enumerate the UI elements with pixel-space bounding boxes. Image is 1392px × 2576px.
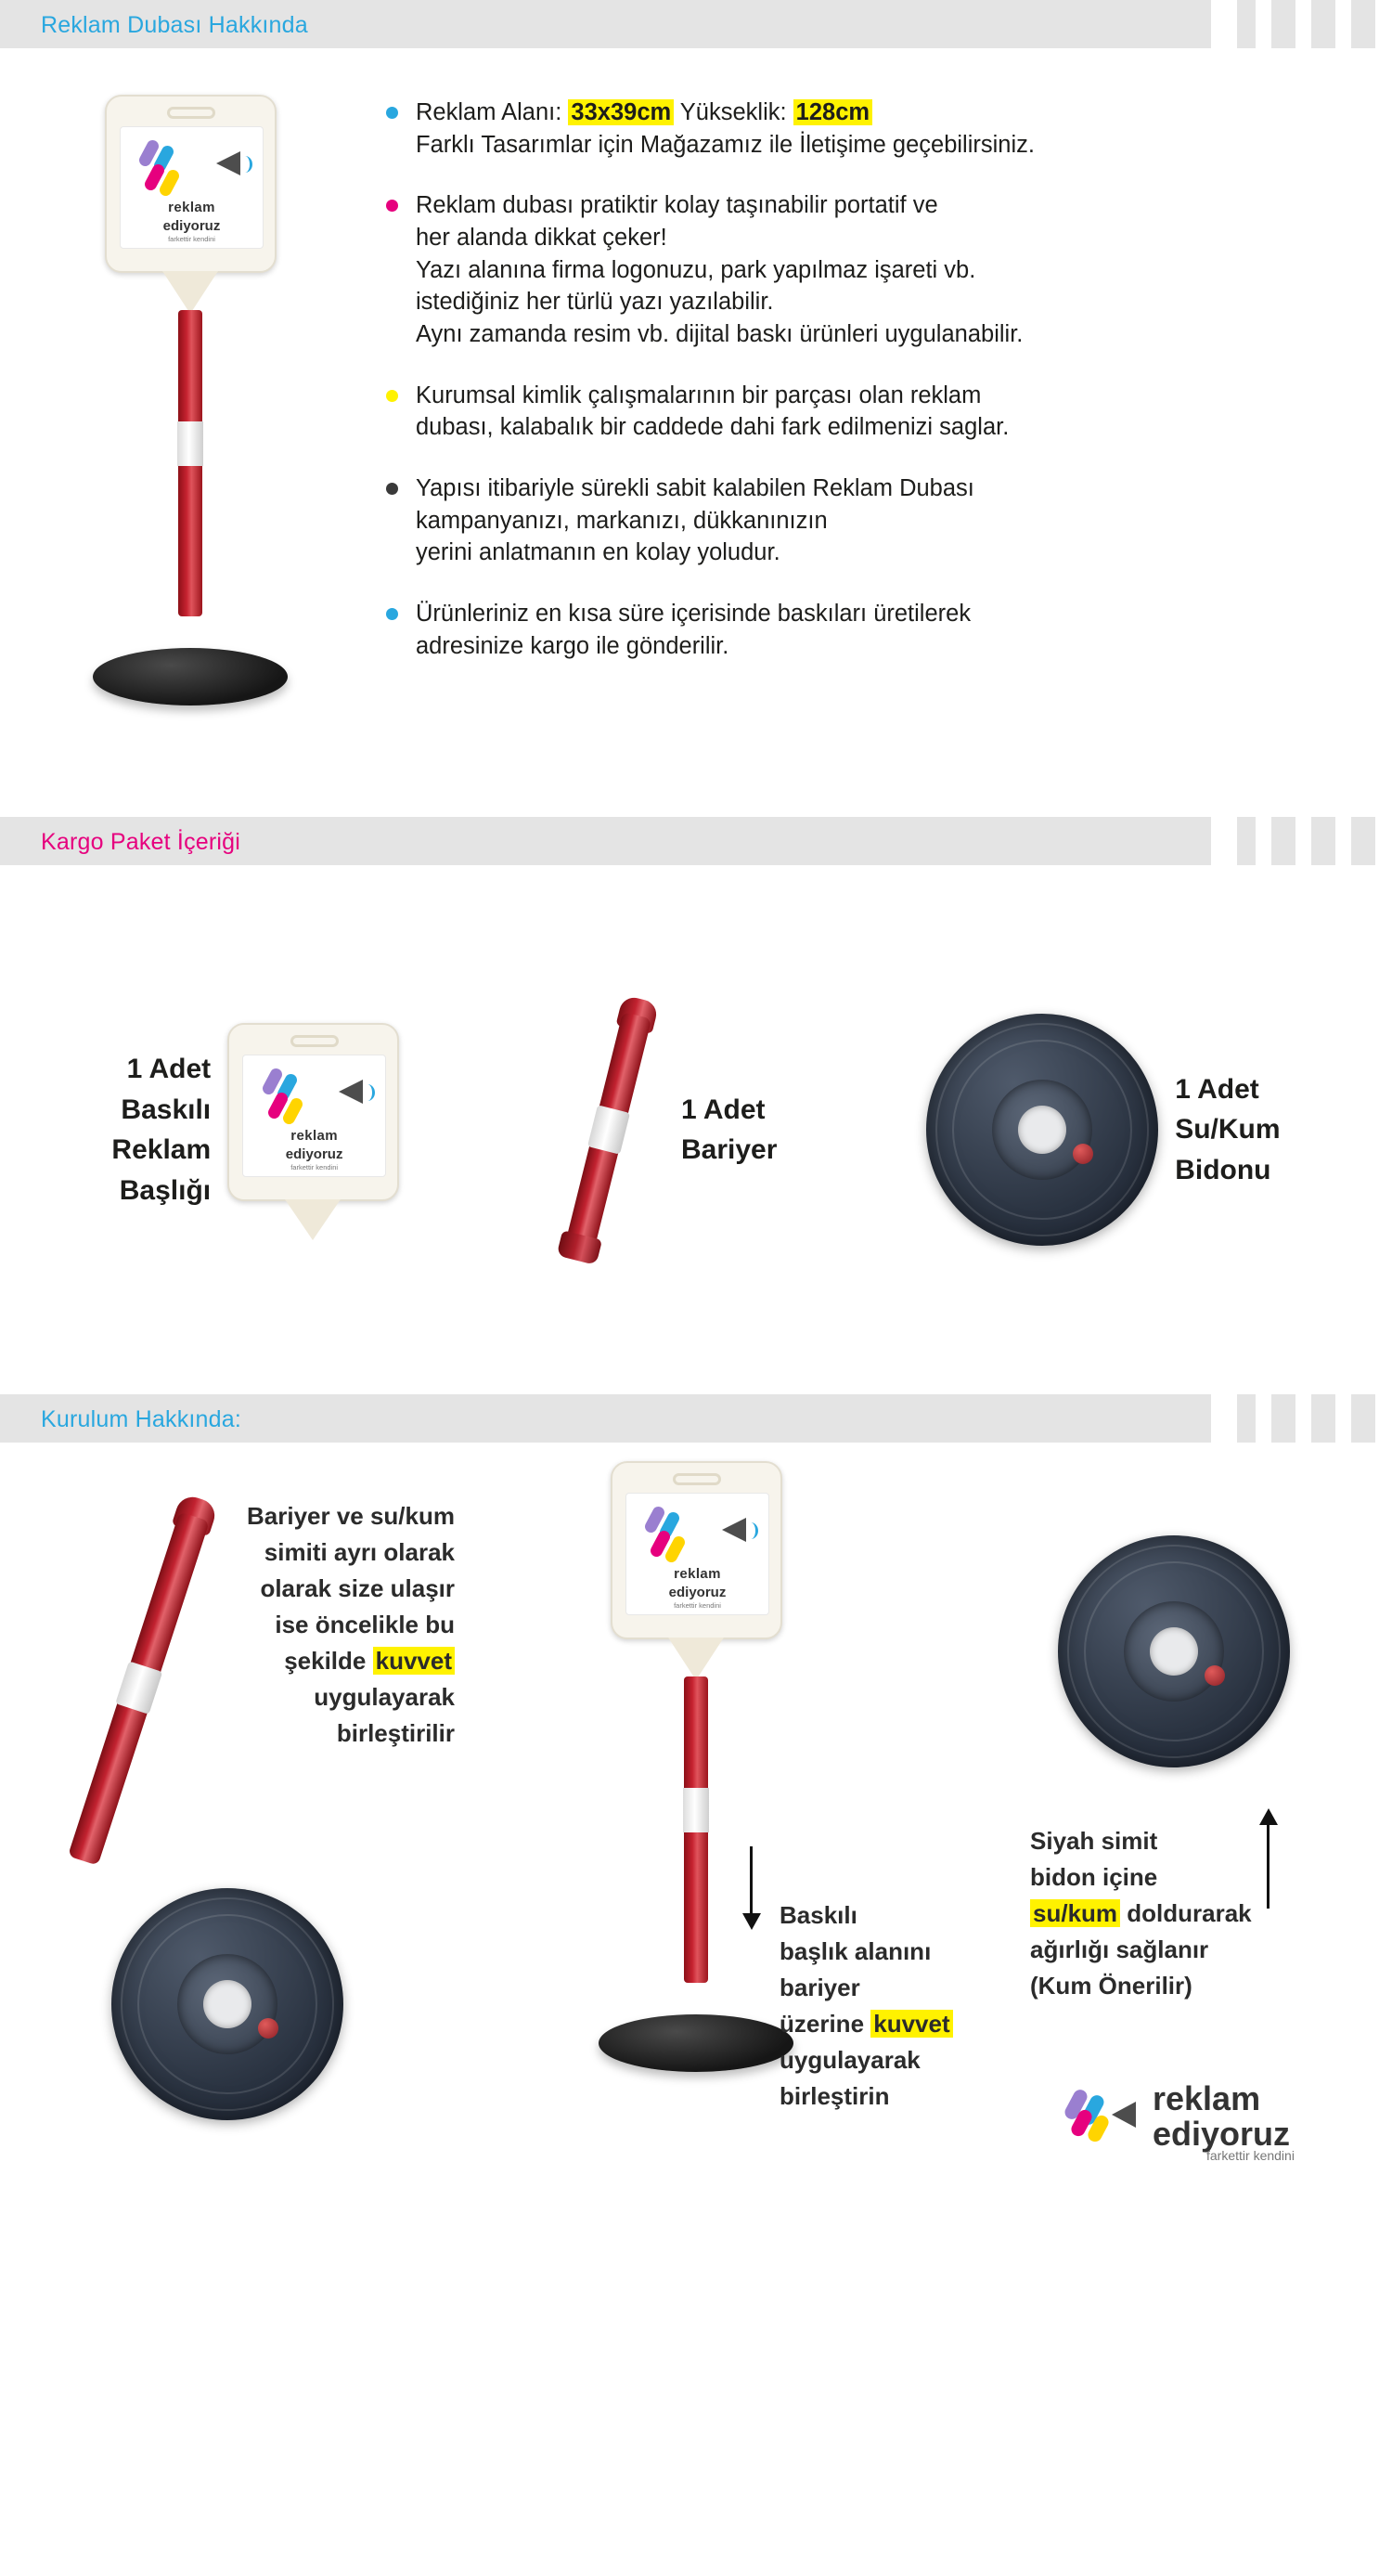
text-run: Aynı zamanda resim vb. dijital baskı ürünleri uygulanabilir.	[416, 321, 1024, 348]
text-run: birleştirin	[780, 2082, 890, 2110]
text-line	[1030, 1823, 1253, 1859]
header-decoration-blocks	[1237, 0, 1392, 48]
section-header-setup	[0, 1394, 1392, 1443]
sign-head-icon	[227, 1023, 404, 1236]
text-run: üzerine	[780, 2010, 871, 2038]
text-run: birleştirilir	[336, 1719, 455, 1747]
package-item-barrier	[553, 995, 777, 1264]
brand-line1: reklam	[290, 1128, 339, 1144]
water-sand-base-wrap	[111, 1888, 343, 2120]
text-line	[780, 1970, 965, 2006]
setup-step-1	[56, 1480, 455, 2129]
brand-line1: reklam	[674, 1566, 721, 1582]
highlighted-text: kuvvet	[373, 1647, 455, 1675]
text-line	[232, 1534, 455, 1571]
brand-logo	[626, 1494, 768, 1614]
fill-cap-icon	[1205, 1665, 1225, 1686]
text-line	[416, 286, 1336, 318]
text-run: ağırlığı sağlanır	[1030, 1935, 1209, 1963]
handle-icon	[167, 107, 215, 119]
section-header-package	[0, 817, 1392, 865]
text-run: kampanyanızı, markanızı, dükkanınızın	[416, 507, 828, 534]
text-run: bariyer	[780, 1974, 860, 2001]
text-line	[416, 254, 1336, 287]
text-line: 1 Adet	[1175, 1073, 1259, 1105]
text-run: Yazı alanına firma logonuzu, park yapılmaz işareti vb.	[416, 256, 976, 283]
text-line	[232, 1643, 455, 1679]
text-run: simiti ayrı olarak	[264, 1538, 455, 1566]
deco-block	[1237, 1394, 1256, 1443]
base-hole	[1150, 1627, 1198, 1676]
footer-brand-logo	[1067, 2074, 1336, 2163]
text-run: istediğiniz her türlü yazı yazılabilir.	[416, 289, 774, 316]
deco-block	[1271, 1394, 1295, 1443]
text-line	[232, 1571, 455, 1607]
about-bullet-item	[380, 189, 1336, 350]
text-line	[780, 1897, 965, 1934]
highlighted-text: 128cm	[793, 99, 872, 125]
deco-block	[1237, 817, 1256, 865]
text-run: Ürünleriniz en kısa süre içerisinde baskıları üretilerek	[416, 601, 972, 628]
text-line	[416, 411, 1336, 444]
deco-block	[1237, 0, 1256, 48]
sound-waves-icon	[743, 1522, 758, 1539]
down-arrow-icon	[750, 1846, 753, 1921]
base-hole	[203, 1980, 251, 2028]
text-line: Su/Kum	[1175, 1114, 1281, 1146]
bullet-dot-icon	[386, 483, 398, 495]
text-run: başlık alanını	[780, 1937, 932, 1965]
brand-line1: reklam	[168, 200, 215, 215]
package-item-label	[111, 1049, 211, 1210]
water-sand-base-icon	[111, 1888, 343, 2120]
brand-logo	[121, 127, 263, 248]
section-title-package: Kargo Paket İçeriği	[41, 829, 241, 855]
footer-brand-line2: ediyoruz	[1153, 2115, 1291, 2153]
bullet-dot-icon	[386, 390, 398, 402]
text-run: Reklam dubası pratiktir kolay taşınabilir portatif ve	[416, 192, 938, 219]
text-line: Baskılı	[121, 1094, 212, 1125]
about-bullet-item	[380, 97, 1336, 161]
text-run: (Kum Önerilir)	[1030, 1972, 1192, 2000]
logo-mark	[1067, 2085, 1141, 2141]
setup-step-2-text	[780, 1897, 965, 2115]
footer-brand-tagline: farkettir kendini	[1206, 2148, 1295, 2163]
megaphone-icon	[339, 1080, 363, 1104]
brand-line2: ediyoruz	[162, 217, 221, 234]
text-run: olarak size ulaşır	[260, 1574, 455, 1602]
deco-block	[1311, 1394, 1335, 1443]
header-decoration-blocks	[1237, 1394, 1392, 1443]
text-run: Siyah simit	[1030, 1827, 1158, 1855]
barrier-rod-icon	[26, 1482, 252, 1887]
megaphone-icon	[722, 1518, 746, 1542]
package-item-label	[681, 1090, 777, 1171]
printed-label	[625, 1493, 769, 1615]
setup-step-2	[575, 1461, 950, 2167]
package-item-sign	[111, 1023, 404, 1236]
text-run: Reklam Alanı:	[416, 99, 569, 125]
rod-white-stripe	[587, 1105, 630, 1154]
text-run: doldurarak	[1120, 1899, 1252, 1927]
text-line: Reklam	[111, 1134, 212, 1165]
about-section-body	[0, 48, 1392, 817]
about-bullet-item	[380, 472, 1336, 569]
text-line: 1 Adet	[680, 1094, 766, 1125]
brand-tagline: farkettir kendini	[168, 234, 215, 243]
text-run: Kurumsal kimlik çalışmalarının bir parçası olan reklam	[416, 382, 982, 408]
water-sand-base-wrap	[1058, 1535, 1290, 1767]
printed-label	[242, 1055, 386, 1177]
brand-tagline: farkettir kendini	[290, 1162, 339, 1171]
megaphone-icon	[216, 151, 240, 175]
text-run: ise öncelikle bu	[275, 1611, 455, 1638]
fill-cap-icon	[258, 2018, 278, 2039]
text-line	[416, 472, 1336, 505]
header-decoration-blocks	[1237, 817, 1392, 865]
text-line	[416, 97, 1336, 129]
handle-icon	[673, 1473, 721, 1485]
text-line	[416, 537, 1336, 569]
deco-block	[1271, 0, 1295, 48]
pole-white-stripe	[683, 1788, 709, 1832]
text-line	[416, 318, 1336, 351]
about-text-column	[380, 76, 1392, 782]
text-line	[416, 598, 1336, 630]
footer-brand-line1: reklam	[1153, 2079, 1261, 2117]
text-line: Bidonu	[1175, 1154, 1271, 1185]
text-line	[416, 630, 1336, 663]
text-line	[780, 2042, 965, 2078]
bullet-text	[416, 189, 1336, 350]
deco-block	[1351, 1394, 1375, 1443]
about-bullet-item	[380, 598, 1336, 662]
about-bullet-item	[380, 380, 1336, 444]
brand-tagline: farkettir kendini	[674, 1600, 721, 1610]
text-line	[416, 189, 1336, 222]
text-line	[416, 222, 1336, 254]
up-arrow-icon	[1267, 1825, 1270, 1909]
text-line	[232, 1715, 455, 1752]
handle-icon	[290, 1035, 339, 1047]
section-title-setup: Kurulum Hakkında:	[41, 1406, 241, 1432]
sign-panel	[105, 95, 277, 273]
brand-logo	[243, 1055, 385, 1176]
deco-block	[1271, 817, 1295, 865]
text-line	[780, 2078, 965, 2115]
water-sand-base-icon	[926, 1014, 1158, 1246]
highlighted-text: kuvvet	[870, 2010, 952, 2038]
bullet-dot-icon	[386, 107, 398, 119]
text-line	[232, 1679, 455, 1715]
text-line: Başlığı	[119, 1174, 212, 1206]
base-disc	[599, 2014, 793, 2072]
text-line: 1 Adet	[126, 1054, 212, 1084]
text-line	[416, 129, 1336, 162]
text-line	[416, 380, 1336, 412]
text-run: Yapısı itibariyle sürekli sabit kalabilen Reklam Dubası	[416, 475, 974, 502]
package-item-base	[926, 1014, 1280, 1246]
text-run: uygulayarak	[780, 2046, 921, 2074]
text-line	[232, 1607, 455, 1643]
cone-adapter	[285, 1199, 341, 1240]
text-line: Bariyer	[680, 1134, 778, 1165]
deco-block	[1311, 0, 1335, 48]
deco-block	[1351, 0, 1375, 48]
bullet-text	[416, 472, 1336, 569]
sign-panel	[227, 1023, 399, 1201]
setup-section-body	[0, 1443, 1392, 2185]
brand-line2: ediyoruz	[668, 1584, 727, 1600]
text-line	[1030, 1896, 1253, 1932]
text-run: Baskılı	[780, 1901, 857, 1929]
setup-step-1-text	[232, 1498, 455, 1752]
text-line	[1030, 1859, 1253, 1896]
brand-line2: ediyoruz	[285, 1146, 343, 1162]
bullet-dot-icon	[386, 608, 398, 620]
highlighted-text: 33x39cm	[568, 99, 674, 125]
text-run: uygulayarak	[314, 1683, 455, 1711]
about-bullet-list	[380, 97, 1336, 662]
fill-cap-icon	[1073, 1144, 1093, 1164]
text-run: adresinize kargo ile gönderilir.	[416, 632, 729, 659]
text-line	[1030, 1968, 1253, 2004]
setup-step-3	[1030, 1498, 1364, 2148]
text-run: her alanda dikkat çeker!	[416, 225, 667, 252]
advertising-bollard-illustration	[70, 95, 311, 782]
package-contents	[0, 865, 1392, 1394]
sign-panel	[611, 1461, 782, 1639]
section-header-about	[0, 0, 1392, 48]
sound-waves-icon	[238, 156, 252, 173]
cone-adapter	[668, 1638, 724, 1680]
highlighted-text: su/kum	[1030, 1899, 1120, 1927]
text-run: yerini anlatmanın en kolay yoludur.	[416, 539, 780, 566]
megaphone-icon	[1112, 2102, 1136, 2128]
bullet-text	[416, 598, 1336, 662]
text-line	[780, 1934, 965, 1970]
sound-waves-icon	[360, 1084, 375, 1101]
base-disc	[93, 648, 288, 705]
setup-step-3-text	[1030, 1823, 1253, 2004]
text-line	[232, 1498, 455, 1534]
text-run: şekilde	[284, 1647, 373, 1675]
cone-adapter	[162, 271, 218, 314]
deco-block	[1311, 817, 1335, 865]
text-run: Bariyer ve su/kum	[246, 1502, 455, 1530]
about-product-image	[0, 76, 380, 782]
barrier-rod-icon	[522, 986, 696, 1274]
deco-block	[1351, 817, 1375, 865]
text-line	[416, 505, 1336, 537]
text-run: Yükseklik:	[674, 99, 793, 125]
text-line	[780, 2006, 965, 2042]
printed-label	[120, 126, 264, 249]
text-run: Farklı Tasarımlar için Mağazamız ile İletişime geçebilirsiniz.	[416, 131, 1035, 158]
package-item-label	[1175, 1069, 1280, 1191]
base-hole	[1018, 1106, 1066, 1154]
text-run: bidon içine	[1030, 1863, 1158, 1891]
bullet-text	[416, 97, 1336, 161]
bullet-dot-icon	[386, 200, 398, 212]
text-line	[1030, 1932, 1253, 1968]
pole-white-stripe	[177, 421, 203, 466]
text-run: dubası, kalabalık bir caddede dahi fark edilmenizi saglar.	[416, 414, 1010, 441]
section-title-about: Reklam Dubası Hakkında	[41, 12, 308, 38]
water-sand-base-icon	[1058, 1535, 1290, 1767]
bullet-text	[416, 380, 1336, 444]
